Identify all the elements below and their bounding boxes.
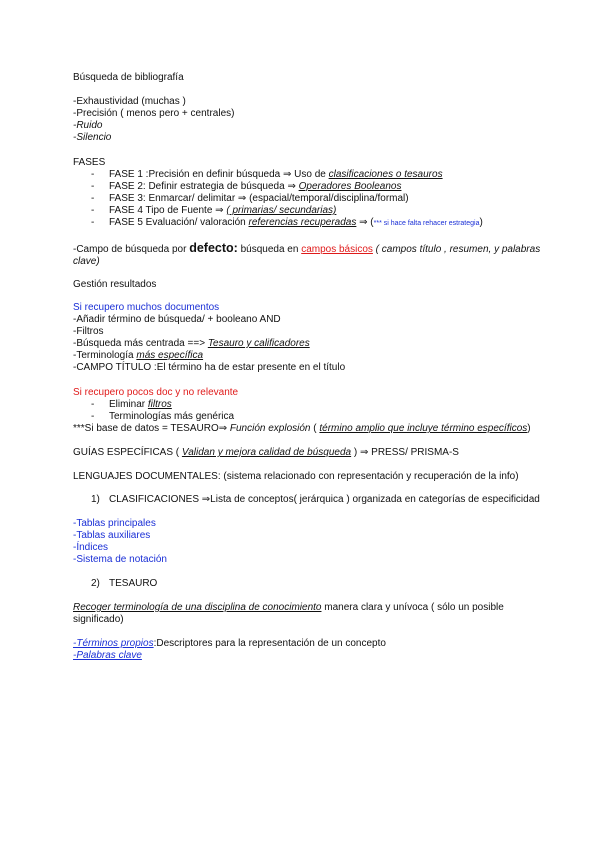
muchos-heading: Si recupero muchos documentos — [73, 302, 220, 313]
campo-line2: clave) — [73, 256, 100, 267]
guias-pre: GUÍAS ESPECÍFICAS ( — [73, 447, 182, 458]
pocos-item — [91, 411, 235, 423]
pocos-emphasis: filtros — [147, 399, 172, 410]
fase-emphasis: clasificaciones o tesauros — [328, 169, 443, 180]
campo-line — [73, 241, 540, 257]
criteria-item: -Precisión ( menos pero + centrales) — [73, 108, 235, 119]
clasificaciones-item — [91, 494, 540, 506]
lenguajes-line: LENGUAJES DOCUMENTALES: (sistema relacionado con representación y recuperación de la info) — [73, 471, 519, 482]
fase-emphasis: Operadores Booleanos — [298, 181, 402, 192]
fase-text: FASE 1 :Precisión en definir búsqueda ⇒ Uso de — [109, 169, 329, 180]
bullet-dash: - — [91, 181, 95, 192]
pocos-text: Eliminar — [109, 399, 148, 410]
pocos-heading: Si recupero pocos doc y no relevante — [73, 387, 239, 398]
recoger-line — [73, 602, 504, 614]
campos-basicos-link[interactable]: campos básicos — [301, 244, 373, 255]
criteria-item: -Exhaustividad (muchas ) — [73, 96, 186, 107]
fase5-note: *** si hace falta rehacer estrategia — [373, 220, 480, 227]
tabla-item: -Sistema de notación — [73, 554, 167, 565]
recoger-post: manera clara y unívoca ( sólo un posible — [321, 602, 504, 613]
palabras-link[interactable]: -Palabras clave — [73, 650, 142, 661]
list-number: 2) — [91, 578, 100, 589]
fase-text: FASE 5 Evaluación/ valoración — [109, 217, 249, 228]
tesauro-pre: ***Si base de datos = TESAURO⇒ — [73, 423, 230, 434]
muchos-item: -Filtros — [73, 326, 104, 337]
criteria-item: -Silencio — [73, 132, 112, 143]
bullet-dash: - — [91, 217, 95, 228]
fase-emphasis: referencias recuperadas — [248, 217, 357, 228]
bullet-dash: - — [91, 169, 95, 180]
fase5-close: ) — [479, 217, 483, 228]
recoger-line2: significado) — [73, 614, 124, 625]
bullet-dash: - — [91, 399, 95, 410]
tesauro-emphasis: término amplio que incluye término específicos — [319, 423, 528, 434]
bullet-dash: - — [91, 411, 95, 422]
criteria-item: -Ruido — [73, 120, 103, 131]
fase-item — [91, 169, 443, 181]
guias-line — [73, 447, 459, 459]
muchos-item — [73, 338, 310, 350]
pocos-text: Terminologías más genérica — [109, 411, 235, 422]
fases-heading: FASES — [73, 157, 106, 168]
bullet-dash: - — [91, 193, 95, 204]
tabla-item: -Índices — [73, 542, 109, 553]
muchos-item: -CAMPO TÍTULO :El término ha de estar presente en el título — [73, 362, 346, 373]
recoger-emphasis: Recoger terminología de una disciplina de conocimiento — [73, 602, 322, 613]
list-number: 1) — [91, 494, 100, 505]
doc-title: Búsqueda de bibliografía — [73, 72, 184, 83]
clasificaciones-text: CLASIFICACIONES ⇒Lista de conceptos( jerárquica ) organizada en categorías de especificidad — [109, 494, 540, 505]
fase-item — [91, 217, 483, 229]
muchos-emphasis: Tesauro y calificadores — [207, 338, 310, 349]
fase-tail: ⇒ ( — [356, 217, 374, 228]
campo-bold: defecto: — [189, 241, 238, 255]
fase-text: FASE 3: Enmarcar/ delimitar ⇒ (espacial/temporal/disciplina/formal) — [109, 193, 409, 204]
pocos-item — [91, 399, 172, 411]
tabla-item: -Tablas auxiliares — [73, 530, 151, 541]
muchos-item: -Añadir término de búsqueda/ + booleano AND — [73, 314, 281, 325]
tabla-item: -Tablas principales — [73, 518, 156, 529]
guias-post: ) ⇒ PRESS/ PRISMA-S — [351, 447, 459, 458]
campo-pre: -Campo de búsqueda por — [73, 244, 190, 255]
campo-mid: búsqueda en — [237, 244, 302, 255]
fase-emphasis: ( primarias/ secundarias) — [226, 205, 337, 216]
gestion-heading: Gestión resultados — [73, 279, 157, 290]
muchos-text: -Búsqueda más centrada ==> — [73, 338, 208, 349]
bullet-dash: - — [91, 205, 95, 216]
fase-text: FASE 2: Definir estrategia de búsqueda ⇒ — [109, 181, 299, 192]
terminos-line — [73, 638, 386, 650]
tesauro-item — [91, 578, 158, 590]
guias-emphasis: Validan y mejora calidad de búsqueda — [181, 447, 352, 458]
campo-post: ( campos título , resumen, y palabras — [372, 244, 541, 255]
tesauro-italic: Función explosión — [229, 423, 311, 434]
muchos-emphasis: más específica — [136, 350, 204, 361]
fase-item — [91, 205, 337, 217]
tesauro-mid: ( — [310, 423, 320, 434]
fase-text: FASE 4 Tipo de Fuente ⇒ — [109, 205, 227, 216]
terminos-post: :Descriptores para la representación de un concepto — [153, 638, 386, 649]
tesauro-text: TESAURO — [109, 578, 158, 589]
fase-item — [91, 193, 409, 205]
tesauro-post: ) — [527, 423, 531, 434]
muchos-text: -Terminología — [73, 350, 137, 361]
tesauro-line — [73, 423, 531, 435]
fase-item — [91, 181, 402, 193]
muchos-item — [73, 350, 203, 362]
terminos-link[interactable]: -Términos propios — [73, 638, 154, 649]
